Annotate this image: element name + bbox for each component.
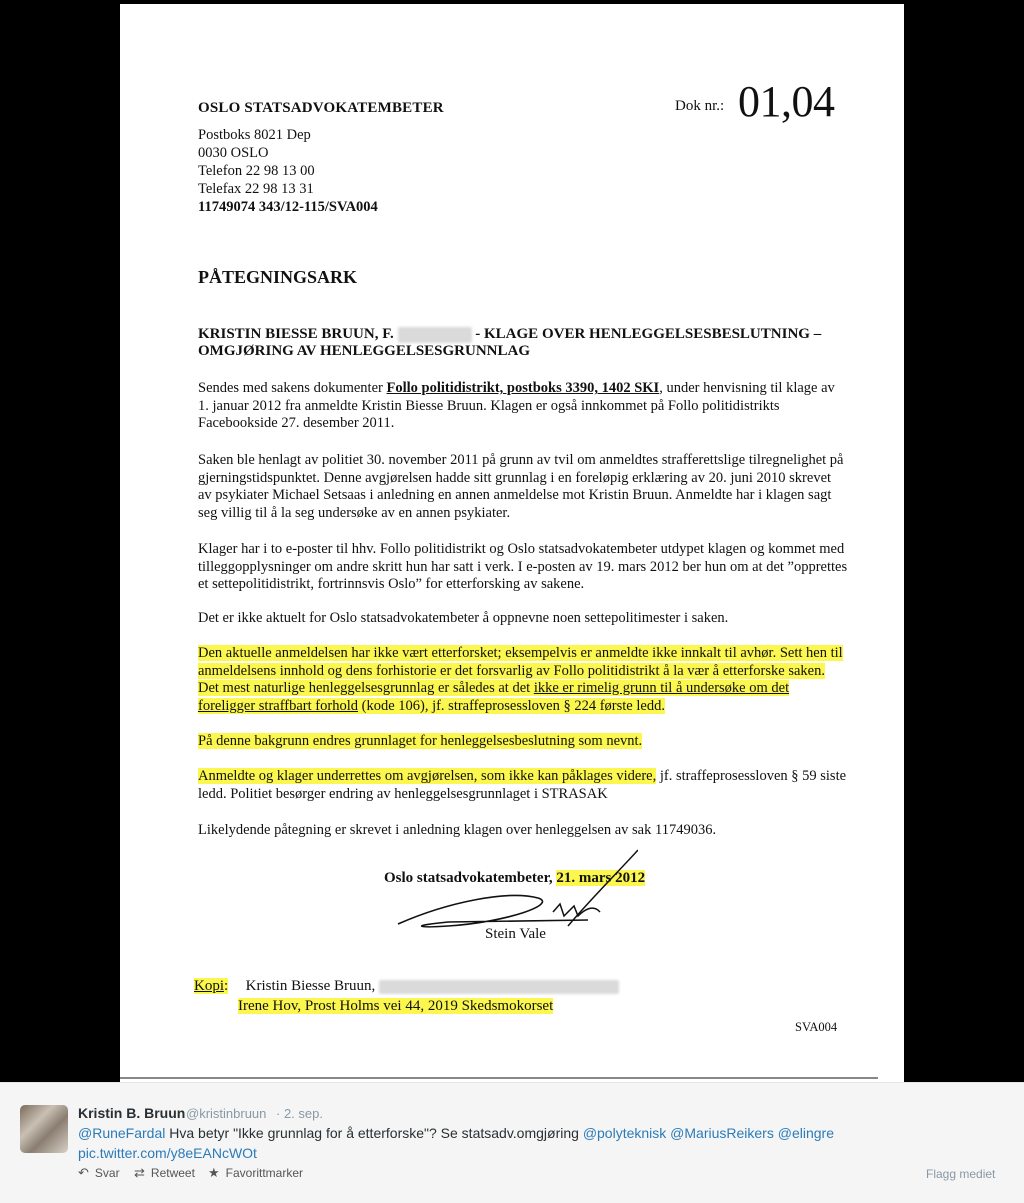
office-address <box>198 126 378 216</box>
address-line: Telefon 22 98 13 00 <box>198 163 315 179</box>
paragraph-2: Saken ble henlagt av politiet 30. november 2011 på grunn av tvil om anmeldtes strafferettslige tilregnelighet på gjerningstidspunktet. Denne avgjørelsen hadde sitt grunnlag i en foreløpig erklæring av 20. juni 2010 skrevet av psykiater Michael Setsaas i anledning en annen anmeldelse mot Kristin Bruun. Anmeldte har i klagen sagt seg villig til å la seg undersøke av en annen psykiater. <box>198 452 844 521</box>
paragraph-6-highlighted: På denne bakgrunn endres grunnlaget for henleggelsesbeslutning som nevnt. <box>198 733 643 749</box>
signer-name: Stein Vale <box>485 926 546 942</box>
mention-link[interactable]: @RuneFardal <box>78 1125 166 1141</box>
signature-line: Oslo statsadvokatembeter, 21. mars 2012 <box>384 870 646 886</box>
paragraph-3: Klager har i to e-poster til hhv. Follo politidistrikt og Oslo statsadvokatembeter utdypet klagen og kommet med tilleggopplysninger om andre skritt hun har satt i verk. I e-posten av 19. mars 2012 ber hun om at det ”opprettes et settepolitidistrikt, fortrinnsvis Oslo” for etterforsking av sakene. <box>198 541 848 592</box>
handwritten-signature <box>388 842 638 932</box>
dok-number: 01,04 <box>738 77 835 126</box>
tweet-date[interactable]: · 2. sep. <box>276 1106 323 1121</box>
pic-link[interactable]: pic.twitter.com/y8eEANcWOt <box>78 1145 257 1161</box>
office-name: OSLO STATSADVOKATEMBETER <box>198 100 444 116</box>
retweet-icon: ⇄ <box>134 1165 145 1180</box>
address-line: Postboks 8021 Dep <box>198 127 311 143</box>
document-heading: PÅTEGNINGSARK <box>198 267 358 287</box>
signature-date: 21. mars 2012 <box>556 870 646 886</box>
document-id: SVA004 <box>795 1020 838 1034</box>
recipient-address: Follo politidistrikt, postboks 3390, 1402 SKI <box>386 380 660 396</box>
tweet <box>0 1082 1024 1203</box>
paragraph-5-highlighted: Den aktuelle anmeldelsen har ikke vært etterforsket; eksempelvis er anmeldte ikke innkalt til avhør. Sett hen til anmeldelsens innhold og dens forhistorie er det forsvarlig av Follo politidistrikt å la vær å etterforske saken. Det mest naturlige henleggelsesgrunnlag er således at det ikke er rimelig grunn til å undersøke om det foreligger straffbart forhold (kode 106), jf. straffeprosessloven § 224 første ledd. <box>198 645 843 714</box>
tweet-text: @RuneFardal Hva betyr "Ikke grunnlag for å etterforske"? Se statsadv.omgjøring @polyteknisk @MariusReikers @elingre pic.twitter.com/y8eEANcWOt <box>78 1125 834 1161</box>
flag-media-link[interactable]: Flagg mediet <box>926 1167 996 1181</box>
dok-label: Dok nr.: <box>675 98 725 114</box>
reply-icon: ↶ <box>78 1165 89 1180</box>
copy-label: Kopi: <box>194 978 229 994</box>
address-line: Telefax 22 98 13 31 <box>198 181 314 197</box>
retweet-button[interactable]: ⇄ Retweet <box>134 1165 195 1180</box>
document-image <box>120 4 904 1082</box>
paragraph-1: Sendes med sakens dokumenter Follo politidistrikt, postboks 3390, 1402 SKI, under henvisning til klage av 1. januar 2012 fra anmeldte Kristin Biesse Bruun. Klagen er også innkommet på Follo politidistrikts Facebookside 27. desember 2011. <box>198 380 835 431</box>
author-name[interactable]: Kristin B. Bruun <box>78 1105 186 1121</box>
case-reference: 11749074 343/12-115/SVA004 <box>198 199 378 215</box>
avatar[interactable] <box>20 1105 68 1153</box>
copy-recipient: Kristin Biesse Bruun, <box>245 978 376 994</box>
address-line: 0030 OSLO <box>198 145 269 161</box>
reply-button[interactable]: ↶ Svar <box>78 1165 120 1180</box>
paragraph-8: Likelydende påtegning er skrevet i anledning klagen over henleggelsen av sak 11749036. <box>198 822 717 838</box>
copy-recipients <box>194 976 619 1016</box>
copy-recipient: Irene Hov, Prost Holms vei 44, 2019 Skedsmokorset <box>238 998 554 1014</box>
paragraph-7: Anmeldte og klager underrettes om avgjørelsen, som ikke kan påklages videre, jf. straffeprosessloven § 59 siste ledd. Politiet besørger endring av henleggelsesgrunnlaget i STRASAK <box>198 768 847 802</box>
mention-link[interactable]: @polyteknisk <box>582 1125 667 1141</box>
redacted-address <box>379 980 619 994</box>
mention-link[interactable]: @MariusReikers <box>670 1125 774 1141</box>
favorite-button[interactable]: ★ Favorittmarker <box>208 1165 303 1180</box>
paragraph-4: Det er ikke aktuelt for Oslo statsadvokatembeter å oppnevne noen settepolitimester i saken. <box>198 610 729 626</box>
mention-link[interactable]: @elingre <box>777 1125 834 1141</box>
image-bottom-edge <box>120 1077 878 1079</box>
redacted-birthdate <box>398 327 472 343</box>
document-subject: KRISTIN BIESSE BRUUN, F. - KLAGE OVER HENLEGGELSESBESLUTNING – OMGJØRING AV HENLEGGELSESGRUNNLAG <box>198 326 822 359</box>
star-icon: ★ <box>208 1165 220 1180</box>
author-handle[interactable]: @kristinbruun <box>186 1106 267 1121</box>
